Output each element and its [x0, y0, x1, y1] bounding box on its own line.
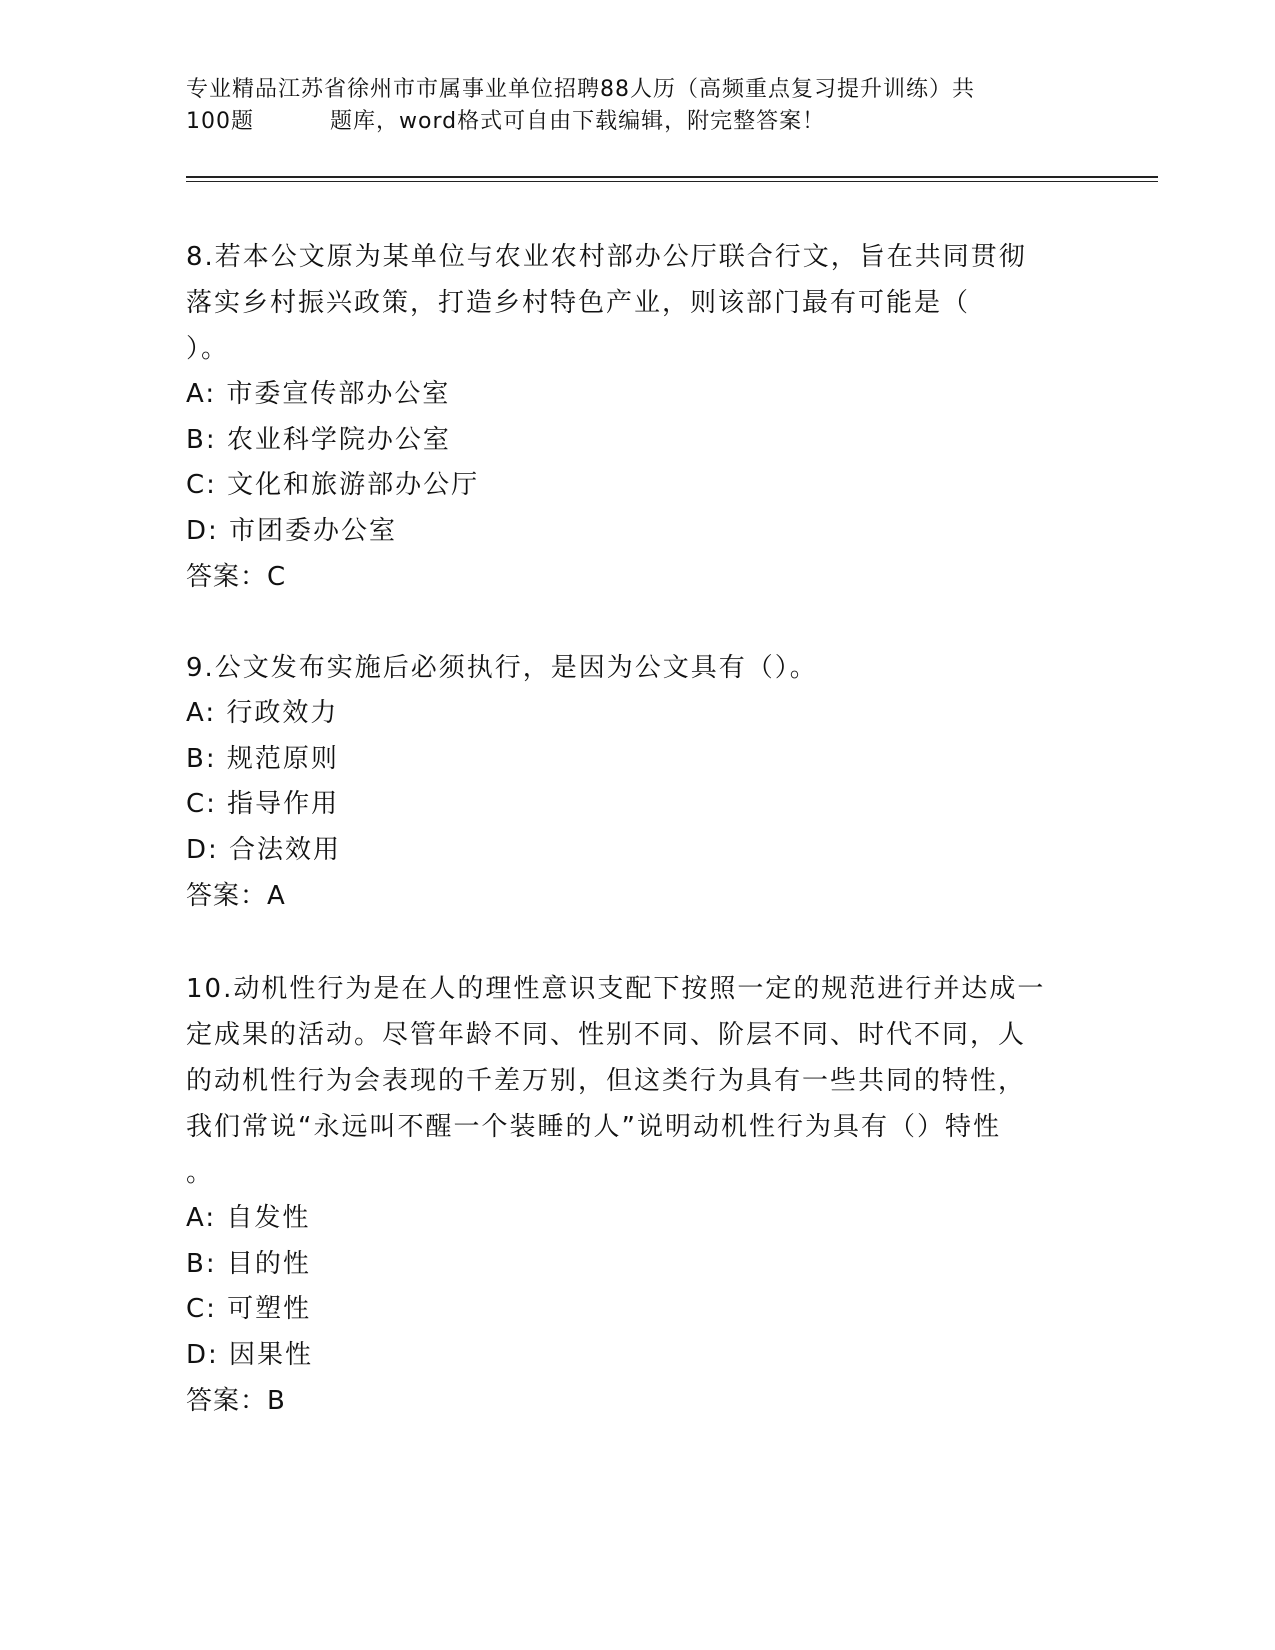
- option-d: D: 合法效用: [186, 834, 342, 865]
- header-title-line-2: [186, 106, 1066, 138]
- question-stem-line: 。: [186, 1158, 215, 1188]
- question-stem-line: 落实乡村振兴政策，打造乡村特色产业，则该部门最有可能是（: [186, 288, 971, 318]
- question-block: [186, 645, 1076, 919]
- header-title-line-1: 专业精品江苏省徐州市市属事业单位招聘88人历（高频重点复习提升训练）共: [186, 77, 975, 102]
- answer-line: 答案：B: [186, 1386, 286, 1416]
- option-b: B: 农业科学院办公室: [186, 424, 451, 455]
- question-stem-line: ）。: [186, 334, 230, 364]
- option-b: B: 目的性: [186, 1248, 311, 1279]
- option-a: A: 市委宣传部办公室: [186, 379, 451, 409]
- option-d: D: 市团委办公室: [186, 515, 398, 546]
- answer-line: 答案：C: [186, 562, 287, 592]
- question-stem-line: 8.若本公文原为某单位与农业农村部办公厅联合行文，旨在共同贯彻: [186, 242, 1027, 272]
- header-format-note: 题库，word格式可自由下载编辑，附完整答案！: [330, 109, 826, 134]
- option-d: D: 因果性: [186, 1339, 314, 1370]
- header-question-count: 100题: [186, 109, 254, 134]
- question-stem-line: 定成果的活动。尽管年龄不同、性别不同、阶层不同、时代不同，人: [186, 1020, 1027, 1050]
- header-divider-thick: [186, 176, 1158, 178]
- option-c: C: 可塑性: [186, 1294, 312, 1324]
- option-c: C: 指导作用: [186, 789, 340, 819]
- document-header: [186, 74, 1066, 138]
- option-c: C: 文化和旅游部办公厅: [186, 470, 480, 500]
- answer-line: 答案：A: [186, 881, 286, 911]
- option-a: A: 自发性: [186, 1203, 311, 1233]
- header-divider-thin: [186, 181, 1158, 182]
- question-block: [186, 234, 1076, 600]
- question-stem-line: 我们常说“永远叫不醒一个装睡的人”说明动机性行为具有（）特性: [186, 1112, 1001, 1142]
- option-b: B: 规范原则: [186, 743, 339, 774]
- question-stem-line: 9.公文发布实施后必须执行，是因为公文具有（）。: [186, 653, 818, 683]
- question-stem-line: 10.动机性行为是在人的理性意识支配下按照一定的规范进行并达成一: [186, 974, 1046, 1004]
- question-stem-line: 的动机性行为会表现的千差万别，但这类行为具有一些共同的特性，: [186, 1066, 1027, 1096]
- option-a: A: 行政效力: [186, 698, 339, 728]
- question-block: [186, 966, 1076, 1424]
